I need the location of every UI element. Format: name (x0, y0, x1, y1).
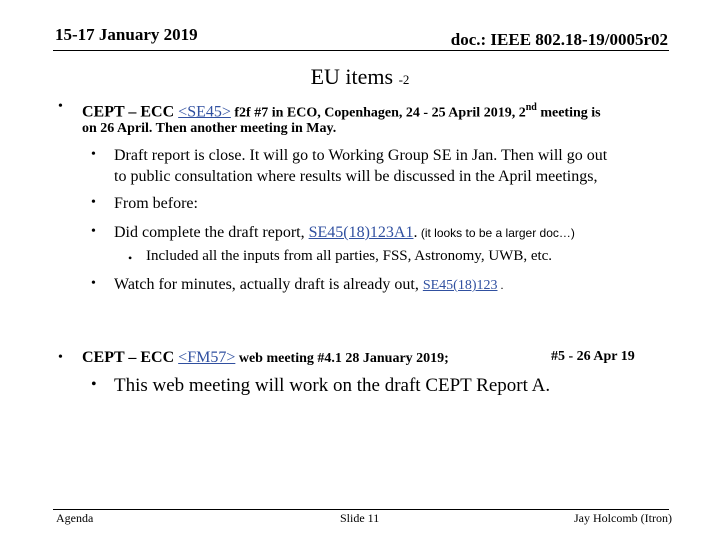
watch-minutes-suffix: . (497, 278, 504, 292)
footer-author: Jay Holcomb (Itron) (574, 511, 672, 525)
completed-draft-prefix: Did complete the draft report, (114, 224, 309, 241)
header-date: 15-17 January 2019 (55, 25, 198, 44)
slide-title (0, 64, 720, 90)
sub-bullet-marker: • (91, 147, 96, 162)
sub-bullet-completed-draft (114, 222, 694, 244)
bullet-marker: • (58, 350, 63, 365)
bullet-se45-end: meeting is (536, 105, 601, 121)
footer-slide-number: Slide 11 (340, 511, 380, 525)
bullet-fm57-meeting: web meeting #4.1 28 January 2019; (235, 351, 449, 366)
sub-bullet-marker: • (91, 376, 97, 393)
bullet-se45-details: f2f #7 in ECO, Copenhagen, 24 - 25 April 2019, 2 (230, 105, 526, 121)
watch-minutes-prefix: Watch for minutes, actually draft is already out, (114, 276, 423, 293)
bullet-marker: • (58, 99, 63, 114)
sub-sub-bullet-inputs: Included all the inputs from all parties, FSS, Astronomy, UWB, etc. (146, 248, 553, 264)
se45-18-123-link[interactable]: SE45(18)123 (422, 278, 498, 293)
footer-divider (53, 509, 669, 510)
fm57-link[interactable]: <FM57> (178, 349, 236, 366)
bullet-fm57-prefix: CEPT – ECC (82, 349, 179, 366)
draft-report-line1: Draft report is close. It will go to Working Group SE in Jan. Then will go out (114, 147, 608, 164)
draft-report-line2: to public consultation where results will be discussed in the April meetings, (114, 168, 598, 185)
slide-title-suffix: -2 (398, 72, 410, 87)
sub-sub-bullet-marker: • (128, 251, 133, 265)
header-divider (53, 50, 669, 51)
se45-18-123a1-link[interactable]: SE45(18)123A1 (308, 224, 414, 241)
completed-draft-note: (it looks to be a larger doc…) (417, 226, 575, 240)
sub-bullet-watch-minutes (114, 274, 694, 296)
sub-bullet-from-before: From before: (114, 195, 198, 212)
sub-bullet-marker: • (91, 224, 96, 239)
header-doc-id: doc.: IEEE 802.18-19/0005r02 (450, 30, 668, 49)
bullet-se45-prefix: CEPT – ECC (82, 103, 179, 121)
bullet-fm57-next-meeting: #5 - 26 Apr 19 (551, 349, 635, 364)
sub-bullet-draft-report (114, 145, 694, 187)
completed-draft-suffix: . (413, 224, 418, 241)
se45-link[interactable]: <SE45> (178, 103, 231, 121)
sub-bullet-web-meeting: This web meeting will work on the draft CEPT Report A. (114, 375, 551, 396)
footer-agenda: Agenda (56, 511, 94, 525)
bullet-se45-line2: on 26 April. Then another meeting in May. (82, 121, 337, 136)
ordinal-suffix: nd (525, 102, 537, 113)
slide-title-main: EU items (310, 64, 394, 89)
sub-bullet-marker: • (91, 276, 96, 291)
sub-bullet-marker: • (91, 195, 96, 210)
